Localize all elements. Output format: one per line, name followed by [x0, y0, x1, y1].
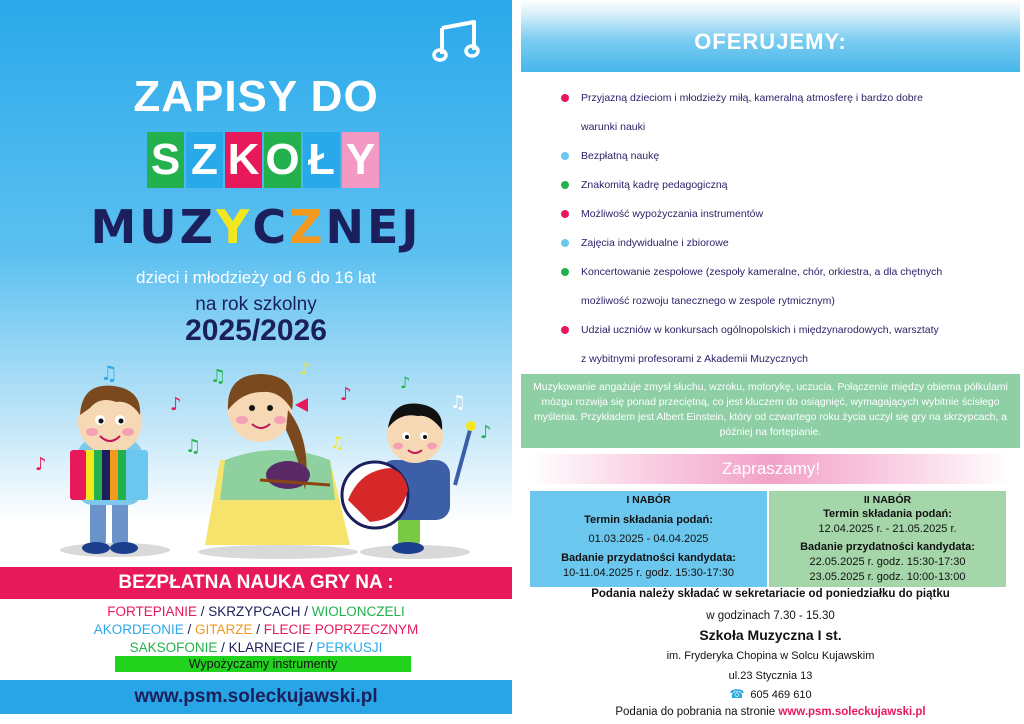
svg-text:♪: ♪: [340, 384, 352, 405]
deadline-value: 01.03.2025 - 04.04.2025: [588, 533, 709, 545]
offer-heading: OFERUJEMY:: [521, 0, 1020, 72]
bullet-dot-icon: [561, 210, 569, 218]
instrument-name: /: [196, 604, 209, 619]
age-range-text: dzieci i młodzieży od 6 do 16 lat: [135, 268, 377, 287]
offer-item-text: Udział uczniów w konkursach ogólnopolskich i międzynarodowych, warsztaty: [581, 324, 939, 336]
first-enrollment-box: [530, 491, 767, 587]
phone-number[interactable]: 605 469 610: [750, 689, 812, 701]
free-lessons-banner: BEZPŁATNA NAUKA GRY NA :: [0, 567, 512, 599]
instrument-name: /: [305, 640, 317, 655]
svg-text:♪: ♪: [170, 394, 182, 415]
girl-violin-figure: [205, 374, 350, 545]
instrument-rental-bar: Wypożyczamy instrumenty: [115, 656, 411, 672]
instrument-name: FORTEPIANIE: [107, 604, 197, 619]
school-name: Szkoła Muzyczna I st.: [699, 627, 842, 643]
children-musicians-illustration: [30, 360, 500, 565]
headline-line-2: [147, 132, 379, 192]
invitation-banner: Zapraszamy!: [531, 454, 1011, 484]
bullet-dot-icon: [561, 181, 569, 189]
svg-text:♫: ♫: [100, 361, 118, 385]
school-patron: im. Fryderyka Chopina w Solcu Kujawskim: [666, 650, 875, 662]
instrument-name: /: [183, 622, 195, 637]
instrument-name: /: [252, 622, 264, 637]
headline-letter: C: [252, 200, 290, 254]
bullet-dot-icon: [561, 94, 569, 102]
offer-item-text: Zajęcia indywidualne i zbiorowe: [581, 237, 729, 249]
offer-item: [561, 117, 1011, 146]
instruments-line-3: [0, 640, 512, 655]
headline-letter: Z: [179, 200, 216, 254]
instrument-name: KLARNECIE: [228, 640, 306, 655]
instrument-name: PERKUSJI: [316, 640, 383, 655]
headline-letter: Y: [216, 200, 253, 254]
offer-item-text: Możliwość wypożyczania instrumentów: [581, 208, 764, 220]
svg-text:♫: ♫: [185, 436, 202, 457]
headline-letter-tile: Ł: [303, 132, 340, 188]
svg-text:♪: ♪: [300, 360, 311, 378]
offer-item: [561, 291, 1011, 320]
music-benefits-quote: Muzykowanie angażuje zmysł słuchu, wzroku, motorykę, uczucia. Połączenie między obiema półkulami mózgu rozwija się ponad przeciętną, co jest kluczem do osiągnięć, wymagających wybitnie ścisłego myślenia. Przykładem jest Albert Einstein, który od czwartego roku życia uczył się gry na skrzypcach, a później na fortepianie.: [521, 374, 1020, 448]
download-link[interactable]: www.psm.soleckujawski.pl: [778, 706, 926, 718]
website-banner[interactable]: www.psm.soleckujawski.pl: [0, 680, 512, 714]
headline-letter: E: [366, 200, 402, 254]
offer-item: [561, 233, 1011, 262]
music-note-icon: [432, 18, 480, 62]
phone-icon: ☎: [729, 687, 745, 701]
offer-list: [561, 88, 1011, 378]
instrument-name: /: [217, 640, 229, 655]
school-year: 2025/2026: [185, 314, 327, 347]
offer-item: [561, 146, 1011, 175]
deadline-label: Termin składania podań:: [823, 508, 952, 520]
school-address: ul.23 Stycznia 13: [728, 670, 813, 682]
offer-item-text: Koncertowanie zespołowe (zespoły kameralne, chór, orkiestra, a dla chętnych: [581, 266, 943, 278]
offer-item-text: Bezpłatną naukę: [581, 150, 660, 162]
offer-item: [561, 262, 1011, 291]
download-label: Podania do pobrania na stronie: [615, 706, 776, 718]
offer-item-text: możliwość rozwoju tanecznego w zespole rytmicznym): [581, 295, 835, 307]
bullet-dot-icon: [561, 268, 569, 276]
offer-item-text: Przyjazną dzieciom i młodzieży miłą, kameralną atmosferę i bardzo dobre: [581, 92, 923, 104]
headline-letter: N: [325, 200, 367, 254]
instrument-name: GITARZE: [194, 622, 253, 637]
enrollment-title: I NABÓR: [626, 494, 671, 506]
offer-item-text: z wybitnymi profesorami z Akademii Muzycznych: [581, 353, 808, 365]
headline-line-1: ZAPISY DO: [133, 72, 379, 121]
headline-letter: M: [90, 200, 140, 254]
instrument-name: WIOLONCZELI: [311, 604, 405, 619]
download-line: [517, 706, 1024, 718]
instrument-name: /: [300, 604, 312, 619]
instrument-name: SAKSOFONIE: [129, 640, 218, 655]
second-enrollment-box: [769, 491, 1006, 587]
offer-item-text: warunki nauki: [581, 121, 646, 133]
deadline-label: Termin składania podań:: [584, 514, 713, 526]
offer-item: [561, 204, 1011, 233]
headline-letter: U: [139, 200, 180, 254]
instrument-name: SKRZYPCACH: [208, 604, 301, 619]
bullet-dot-icon: [561, 152, 569, 160]
deadline-value: 12.04.2025 r. - 21.05.2025 r.: [818, 523, 957, 535]
offer-item: [561, 175, 1011, 204]
headline-letter-tile: Z: [186, 132, 223, 188]
svg-text:♫: ♫: [210, 366, 227, 387]
headline-letter-tile: O: [264, 132, 301, 188]
svg-text:♫: ♫: [450, 392, 467, 413]
school-year-label: na rok szkolny: [195, 294, 317, 315]
svg-text:♪: ♪: [480, 422, 492, 443]
test-date: 23.05.2025 r. godz. 10:00-13:00: [809, 571, 966, 583]
enrollment-title: II NABÓR: [863, 494, 912, 506]
poster-right-panel: [517, 0, 1024, 724]
bullet-dot-icon: [561, 326, 569, 334]
svg-text:♪: ♪: [35, 454, 47, 475]
instruments-line-2: [0, 622, 512, 637]
office-hours: w godzinach 7.30 - 15.30: [706, 610, 835, 622]
offer-item-text: Znakomitą kadrę pedagogiczną: [581, 179, 728, 191]
headline-letter: J: [401, 200, 422, 254]
test-label: Badanie przydatności kandydata:: [561, 552, 736, 564]
headline-line-3: [0, 200, 512, 254]
bullet-dot-icon: [561, 239, 569, 247]
boy-drum-figure: [342, 404, 476, 555]
test-date: 10-11.04.2025 r. godz. 15:30-17:30: [562, 567, 735, 579]
test-date: 22.05.2025 r. godz. 15:30-17:30: [809, 556, 966, 568]
submission-info: Podania należy składać w sekretariacie od poniedziałku do piątku: [591, 588, 950, 600]
boy-accordion-figure: [70, 386, 148, 554]
phone-line: [517, 687, 1024, 701]
svg-text:♪: ♪: [400, 373, 411, 392]
svg-text:♫: ♫: [330, 433, 345, 452]
headline-letter-tile: Y: [342, 132, 379, 188]
offer-item: [561, 88, 1011, 117]
instrument-name: AKORDEONIE: [93, 622, 184, 637]
headline-letter: Z: [289, 200, 326, 254]
headline-letter-tile: K: [225, 132, 262, 188]
test-label: Badanie przydatności kandydata:: [800, 541, 975, 553]
instrument-name: FLECIE POPRZECZNYM: [263, 622, 419, 637]
instruments-line-1: [0, 604, 512, 619]
headline-letter-tile: S: [147, 132, 184, 188]
offer-item: [561, 320, 1011, 349]
